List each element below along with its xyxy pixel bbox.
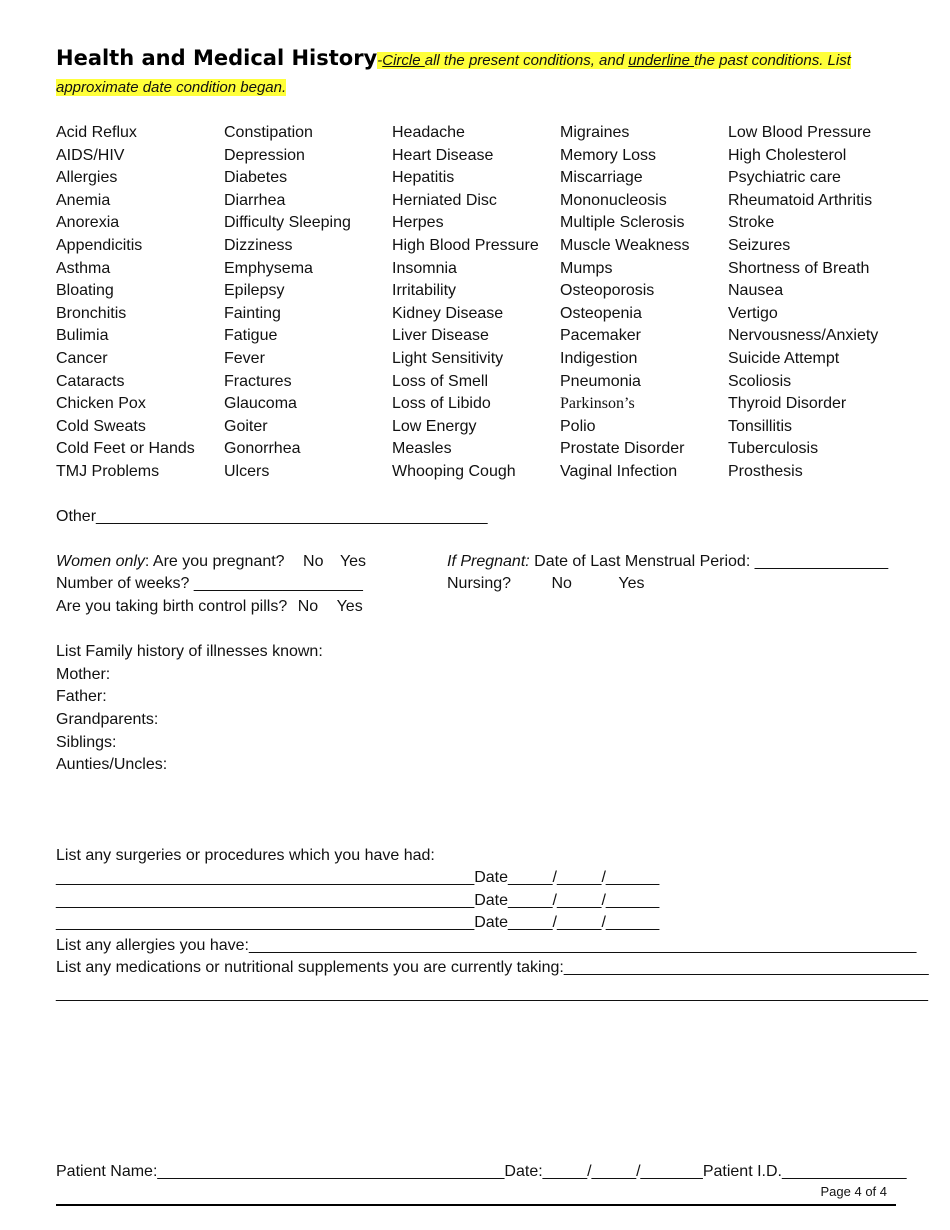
condition-item[interactable]: Fever xyxy=(224,349,265,367)
condition-item[interactable]: Migraines xyxy=(560,124,630,141)
conditions-column-4 xyxy=(560,122,728,484)
birth-control-yes-option[interactable]: Yes xyxy=(336,598,363,615)
condition-item[interactable]: Loss of Smell xyxy=(392,372,489,390)
conditions-column-5 xyxy=(728,122,896,484)
condition-item[interactable]: Insomnia xyxy=(392,259,457,277)
condition-item[interactable]: Goiter xyxy=(224,417,268,435)
condition-item[interactable]: Low Blood Pressure xyxy=(728,124,872,141)
condition-item[interactable]: Tuberculosis xyxy=(728,440,819,458)
conditions-column-2 xyxy=(224,122,392,484)
condition-item[interactable]: Prosthesis xyxy=(728,462,803,480)
condition-item[interactable]: Kidney Disease xyxy=(392,304,504,322)
condition-item[interactable]: Measles xyxy=(392,440,452,458)
condition-item[interactable]: Whooping Cough xyxy=(392,462,516,480)
condition-item[interactable]: Herniated Disc xyxy=(392,191,497,209)
condition-item[interactable]: Fainting xyxy=(224,304,281,322)
pregnant-question xyxy=(56,551,366,573)
condition-item[interactable]: Hepatitis xyxy=(392,169,455,187)
other-field[interactable]: Other____________________________________________ xyxy=(56,508,488,525)
form-title: Health and Medical History xyxy=(56,46,378,70)
birth-control-no-option[interactable]: No xyxy=(297,598,319,615)
condition-item[interactable]: Allergies xyxy=(56,169,118,187)
family-father-field[interactable]: Father: xyxy=(56,688,107,705)
condition-item[interactable]: Chicken Pox xyxy=(56,395,146,413)
pregnant-question-text: : Are you pregnant? xyxy=(144,553,285,570)
condition-item[interactable]: Seizures xyxy=(728,236,791,254)
instruction-underline: underline xyxy=(628,52,695,69)
condition-item[interactable]: High Cholesterol xyxy=(728,146,847,164)
allergies-field[interactable]: List any allergies you have:___________________________________________________________________________ xyxy=(56,937,917,954)
condition-item[interactable]: Gonorrhea xyxy=(224,440,301,458)
patient-info-line[interactable]: Patient Name:_______________________________________Date:_____/_____/_______Patient I.D.______________ xyxy=(56,1163,907,1180)
condition-item[interactable]: Vaginal Infection xyxy=(560,462,678,480)
condition-item[interactable]: Nausea xyxy=(728,282,784,300)
instruction-mid: all the present conditions, and xyxy=(424,52,629,69)
condition-item[interactable]: Fatigue xyxy=(224,327,278,345)
condition-item[interactable]: Osteopenia xyxy=(560,304,642,322)
condition-item[interactable]: Liver Disease xyxy=(392,327,489,345)
medications-field[interactable]: List any medications or nutritional supplements you are currently taking:_________________________________________ xyxy=(56,959,929,976)
condition-item[interactable]: Stroke xyxy=(728,214,775,232)
pregnant-yes-option[interactable]: Yes xyxy=(339,553,367,570)
women-only-label: Women only xyxy=(56,553,145,570)
if-pregnant-label: If Pregnant: xyxy=(447,553,530,570)
condition-item[interactable]: Anemia xyxy=(56,191,111,209)
condition-item[interactable]: Cataracts xyxy=(56,372,125,390)
condition-item[interactable]: Polio xyxy=(560,417,596,435)
family-grandparents-field[interactable]: Grandparents: xyxy=(56,711,159,728)
header-dash: - xyxy=(377,52,383,69)
condition-item[interactable]: Cold Sweats xyxy=(56,417,146,435)
condition-item[interactable]: Shortness of Breath xyxy=(728,259,870,277)
condition-item[interactable]: Scoliosis xyxy=(728,372,792,390)
condition-item[interactable]: Irritability xyxy=(392,282,457,300)
condition-item[interactable]: Light Sensitivity xyxy=(392,349,504,367)
surgery-row[interactable]: _______________________________________________Date_____/_____/______ xyxy=(56,892,660,909)
condition-item[interactable]: Cold Feet or Hands xyxy=(56,440,195,458)
condition-item[interactable]: Depression xyxy=(224,146,305,164)
condition-item[interactable]: Mononucleosis xyxy=(560,191,667,209)
condition-item[interactable]: Miscarriage xyxy=(560,169,643,187)
nursing-no-option[interactable]: No xyxy=(551,575,572,592)
family-siblings-field[interactable]: Siblings: xyxy=(56,734,117,751)
condition-item[interactable]: Parkinson’s xyxy=(560,395,635,413)
condition-item[interactable]: Osteoporosis xyxy=(560,282,655,300)
condition-item[interactable]: Heart Disease xyxy=(392,146,494,164)
condition-item[interactable]: Appendicitis xyxy=(56,236,143,254)
birth-control-text: Are you taking birth control pills? xyxy=(56,598,288,615)
condition-item[interactable]: Fractures xyxy=(224,372,292,390)
form-header xyxy=(56,44,856,75)
condition-item[interactable]: Diabetes xyxy=(224,169,288,187)
condition-item[interactable]: Pneumonia xyxy=(560,372,641,390)
condition-item[interactable]: Dizziness xyxy=(224,236,293,254)
condition-item[interactable]: Epilepsy xyxy=(224,282,285,300)
condition-item[interactable]: Anorexia xyxy=(56,214,120,232)
condition-item[interactable]: Difficulty Sleeping xyxy=(224,214,351,232)
condition-item[interactable]: Cancer xyxy=(56,349,108,367)
condition-item[interactable]: Bronchitis xyxy=(56,304,127,322)
condition-item[interactable]: Psychiatric care xyxy=(728,169,841,187)
condition-item[interactable]: Multiple Sclerosis xyxy=(560,214,685,232)
condition-item[interactable]: Glaucoma xyxy=(224,395,297,413)
condition-item[interactable]: Acid Reflux xyxy=(56,124,137,141)
conditions-column-1 xyxy=(56,122,224,484)
surgery-row[interactable]: _______________________________________________Date_____/_____/______ xyxy=(56,869,660,886)
condition-item[interactable]: Headache xyxy=(392,124,465,141)
condition-item[interactable]: Constipation xyxy=(224,124,313,141)
condition-item[interactable]: Prostate Disorder xyxy=(560,440,685,458)
surgery-row[interactable]: _______________________________________________Date_____/_____/______ xyxy=(56,914,660,931)
surgeries-heading: List any surgeries or procedures which you have had: xyxy=(56,847,435,864)
condition-item[interactable]: Asthma xyxy=(56,259,111,277)
weeks-field[interactable]: Number of weeks? ___________________ xyxy=(56,575,363,592)
condition-item[interactable]: Pacemaker xyxy=(560,327,641,345)
condition-item[interactable]: Memory Loss xyxy=(560,146,657,164)
nursing-yes-option[interactable]: Yes xyxy=(618,575,645,592)
medications-continuation-line[interactable]: __________________________________________________________________________________________________ xyxy=(56,985,929,1002)
condition-item[interactable]: Tonsillitis xyxy=(728,417,793,435)
condition-item[interactable]: Vertigo xyxy=(728,304,778,322)
condition-item[interactable]: Ulcers xyxy=(224,462,270,480)
condition-item[interactable]: Diarrhea xyxy=(224,191,286,209)
condition-item[interactable]: Herpes xyxy=(392,214,444,232)
condition-item[interactable]: Bloating xyxy=(56,282,114,300)
nursing-text: Nursing? xyxy=(447,575,512,592)
condition-item[interactable]: TMJ Problems xyxy=(56,462,160,480)
condition-item[interactable]: AIDS/HIV xyxy=(56,146,125,164)
condition-item[interactable]: Rheumatoid Arthritis xyxy=(728,191,873,209)
conditions-grid xyxy=(56,122,896,484)
family-aunts-uncles-field[interactable]: Aunties/Uncles: xyxy=(56,756,168,773)
lmp-text: Date of Last Menstrual Period: _______________ xyxy=(529,553,889,570)
instruction-line2: approximate date condition began. xyxy=(56,79,287,96)
condition-item[interactable]: High Blood Pressure xyxy=(392,236,539,254)
conditions-column-3 xyxy=(392,122,560,484)
condition-item[interactable]: Muscle Weakness xyxy=(560,236,690,254)
footer-divider xyxy=(56,1204,896,1206)
condition-item[interactable]: Suicide Attempt xyxy=(728,349,840,367)
page-number: Page 4 of 4 xyxy=(820,1184,887,1199)
condition-item[interactable]: Nervousness/Anxiety xyxy=(728,327,879,345)
birth-control-question xyxy=(56,596,363,618)
lmp-field[interactable] xyxy=(447,551,888,573)
instruction-circle: Circle xyxy=(382,52,425,69)
condition-item[interactable]: Loss of Libido xyxy=(392,395,491,413)
condition-item[interactable]: Thyroid Disorder xyxy=(728,395,847,413)
condition-item[interactable]: Low Energy xyxy=(392,417,477,435)
instruction-rest: the past conditions. List xyxy=(694,52,851,69)
family-history-heading: List Family history of illnesses known: xyxy=(56,643,323,660)
pregnant-no-option[interactable]: No xyxy=(303,553,324,570)
condition-item[interactable]: Indigestion xyxy=(560,349,638,367)
condition-item[interactable]: Emphysema xyxy=(224,259,313,277)
nursing-question xyxy=(447,573,645,595)
condition-item[interactable]: Bulimia xyxy=(56,327,109,345)
family-mother-field[interactable]: Mother: xyxy=(56,666,111,683)
condition-item[interactable]: Mumps xyxy=(560,259,613,277)
